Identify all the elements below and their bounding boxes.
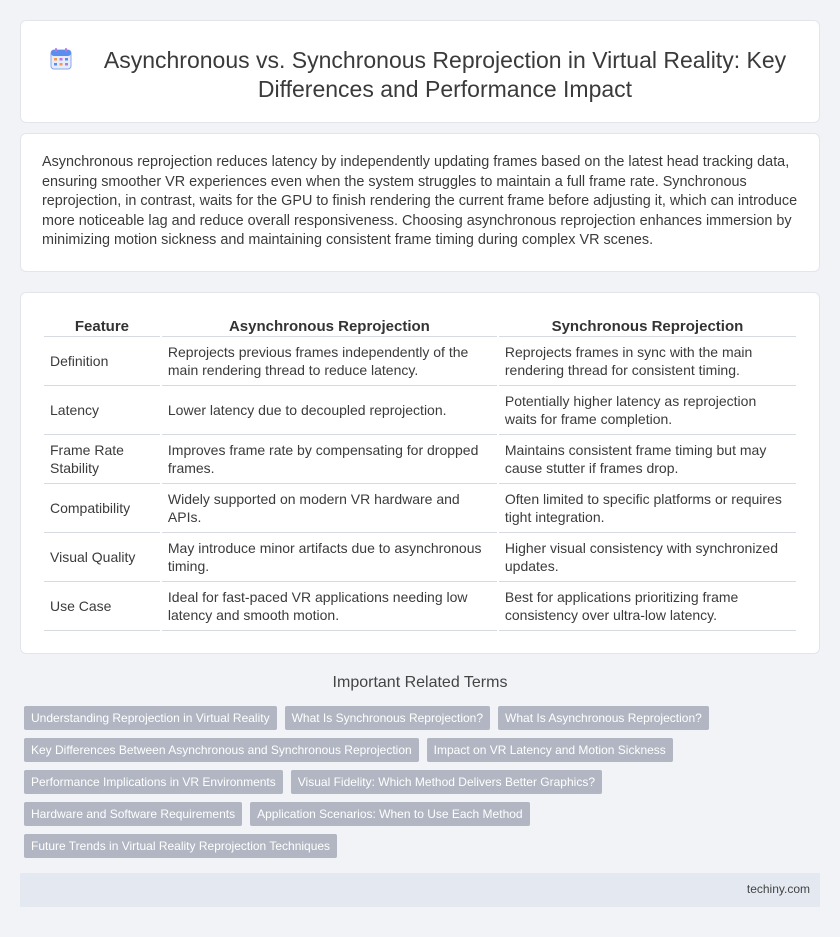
synchronous-cell: Higher visual consistency with synchronized updates. xyxy=(499,533,796,582)
related-terms-list xyxy=(24,706,814,866)
header-asynchronous: Asynchronous Reprojection xyxy=(162,315,497,337)
asynchronous-cell: Reprojects previous frames independently of the main rendering thread to reduce latency. xyxy=(162,337,497,386)
header-synchronous: Synchronous Reprojection xyxy=(499,315,796,337)
calendar-icon xyxy=(49,47,73,71)
synchronous-cell: Best for applications prioritizing frame consistency over ultra-low latency. xyxy=(499,582,796,631)
tag-row xyxy=(24,834,814,858)
related-term-tag[interactable]: Hardware and Software Requirements xyxy=(24,802,242,826)
comparison-card xyxy=(20,292,820,654)
tag-row xyxy=(24,706,814,730)
tag-row xyxy=(24,802,814,826)
synchronous-cell: Potentially higher latency as reprojection waits for frame completion. xyxy=(499,386,796,435)
intro-card xyxy=(20,133,820,272)
related-term-tag[interactable]: What Is Asynchronous Reprojection? xyxy=(498,706,709,730)
asynchronous-cell: Ideal for fast-paced VR applications needing low latency and smooth motion. xyxy=(162,582,497,631)
feature-cell: Frame Rate Stability xyxy=(44,435,160,484)
asynchronous-cell: Improves frame rate by compensating for dropped frames. xyxy=(162,435,497,484)
asynchronous-cell: May introduce minor artifacts due to asynchronous timing. xyxy=(162,533,497,582)
feature-cell: Visual Quality xyxy=(44,533,160,582)
table-row xyxy=(44,337,796,386)
feature-cell: Use Case xyxy=(44,582,160,631)
feature-cell: Latency xyxy=(44,386,160,435)
synchronous-cell: Often limited to specific platforms or requires tight integration. xyxy=(499,484,796,533)
related-term-tag[interactable]: Future Trends in Virtual Reality Reprojection Techniques xyxy=(24,834,337,858)
table-row xyxy=(44,533,796,582)
tag-row xyxy=(24,770,814,794)
related-term-tag[interactable]: Performance Implications in VR Environments xyxy=(24,770,283,794)
title-card xyxy=(20,20,820,123)
synchronous-cell: Reprojects frames in sync with the main rendering thread for consistent timing. xyxy=(499,337,796,386)
related-term-tag[interactable]: Impact on VR Latency and Motion Sickness xyxy=(427,738,673,762)
page-title: Asynchronous vs. Synchronous Reprojection in Virtual Reality: Key Differences and Performance Impact xyxy=(103,47,787,102)
table-row xyxy=(44,484,796,533)
table-header-row xyxy=(44,315,796,337)
comparison-table xyxy=(42,315,798,631)
related-term-tag[interactable]: Application Scenarios: When to Use Each Method xyxy=(250,802,529,826)
related-terms-heading: Important Related Terms xyxy=(332,674,508,691)
related-term-tag[interactable]: Understanding Reprojection in Virtual Reality xyxy=(24,706,277,730)
related-term-tag[interactable]: What Is Synchronous Reprojection? xyxy=(285,706,490,730)
related-term-tag[interactable]: Visual Fidelity: Which Method Delivers Better Graphics? xyxy=(291,770,602,794)
related-term-tag[interactable]: Key Differences Between Asynchronous and Synchronous Reprojection xyxy=(24,738,419,762)
feature-cell: Definition xyxy=(44,337,160,386)
table-row xyxy=(44,435,796,484)
feature-cell: Compatibility xyxy=(44,484,160,533)
tag-row xyxy=(24,738,814,762)
intro-paragraph: Asynchronous reprojection reduces latency by independently updating frames based on the latest head tracking data, ensuring smoother VR experiences even when the system struggles to maintain a full frame rate. Synchronous reprojection, in contrast, waits for the GPU to finish rendering the current frame before adjusting it, which can introduce more noticeable lag and reduce overall responsiveness. Choosing asynchronous reprojection enhances immersion by minimizing motion sickness and maintaining consistent frame timing during complex VR scenes. xyxy=(42,154,798,249)
table-row xyxy=(44,386,796,435)
footer-site-link[interactable]: techiny.com xyxy=(746,882,810,896)
asynchronous-cell: Lower latency due to decoupled reprojection. xyxy=(162,386,497,435)
synchronous-cell: Maintains consistent frame timing but may cause stutter if frames drop. xyxy=(499,435,796,484)
footer-bar xyxy=(20,873,820,907)
header-feature: Feature xyxy=(44,315,160,337)
table-row xyxy=(44,582,796,631)
asynchronous-cell: Widely supported on modern VR hardware and APIs. xyxy=(162,484,497,533)
